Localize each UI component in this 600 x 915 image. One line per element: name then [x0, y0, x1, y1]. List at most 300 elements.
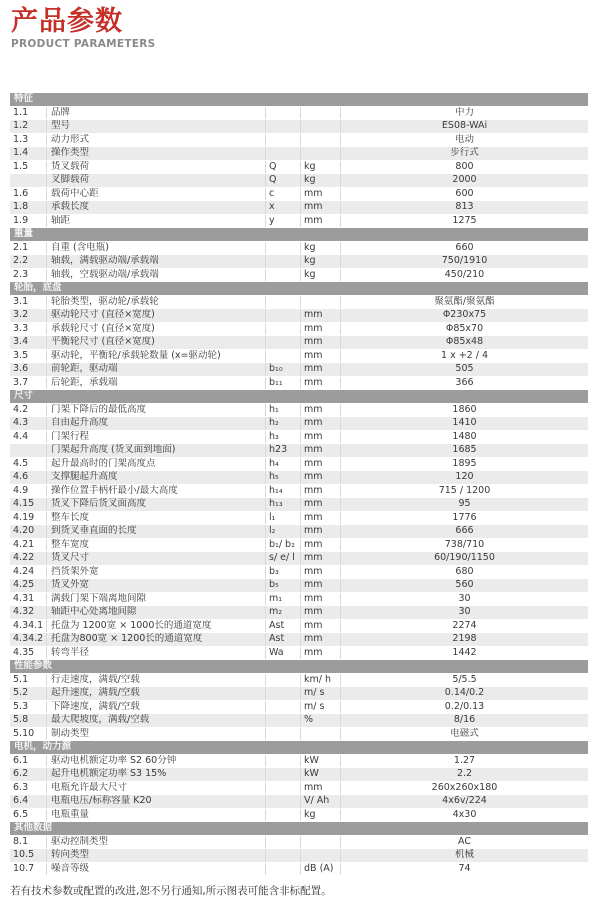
table-row: [10, 579, 588, 593]
unit: mm: [300, 336, 340, 349]
parameter-name: 自由起升高度: [46, 417, 265, 430]
row-number: 4.5: [13, 457, 29, 469]
symbol: m₁: [265, 593, 300, 606]
row-number: 2.3: [13, 268, 29, 280]
value: AC: [340, 836, 588, 849]
table-row: [10, 782, 588, 796]
table-row: [10, 309, 588, 323]
table-row: [10, 107, 588, 121]
unit: mm: [300, 579, 340, 592]
unit: mm: [300, 444, 340, 457]
row-number: 4.25: [13, 579, 35, 590]
value: 600: [340, 188, 588, 201]
row-number: 6.5: [13, 808, 29, 820]
symbol: Q: [265, 174, 300, 187]
unit: kg: [300, 809, 340, 822]
parameter-name: 整车长度: [46, 512, 265, 525]
unit: mm: [300, 525, 340, 538]
value: 聚氨酯/聚氨酯: [340, 296, 588, 309]
table-row: [10, 606, 588, 620]
section-header: 尺寸: [10, 390, 588, 404]
row-number: 5.3: [13, 700, 29, 712]
spec-table: [10, 93, 588, 876]
value: 1275: [340, 215, 588, 228]
value: 1.27: [340, 755, 588, 768]
value: 800: [340, 161, 588, 174]
table-row: [10, 417, 588, 431]
row-number: 1.6: [13, 187, 29, 199]
parameter-name: 轴距: [46, 215, 265, 228]
parameter-name: 转向类型: [46, 849, 265, 862]
value: 1442: [340, 647, 588, 660]
symbol: [265, 714, 300, 727]
row-number: [10, 174, 46, 187]
value: 715 / 1200: [340, 485, 588, 498]
row-number: 5.1: [13, 673, 29, 685]
value: 0.2/0.13: [340, 701, 588, 714]
value: 1685: [340, 444, 588, 457]
unit: V/ Ah: [300, 795, 340, 808]
row-number: 2.1: [13, 241, 29, 253]
parameter-name: 到货叉垂直面的长度: [46, 525, 265, 538]
page-title: 产品参数: [11, 6, 123, 37]
symbol: [265, 296, 300, 309]
value: 660: [340, 242, 588, 255]
parameter-name: 轴距中心处离地间隙: [46, 606, 265, 619]
parameter-name: 支撑腿起升高度: [46, 471, 265, 484]
value: 2274: [340, 620, 588, 633]
table-row: [10, 215, 588, 229]
value: 30: [340, 593, 588, 606]
section-header: 轮胎，底盘: [10, 282, 588, 296]
symbol: [265, 701, 300, 714]
table-row: [10, 458, 588, 472]
parameter-name: 品牌: [46, 107, 265, 120]
row-number: 1.3: [13, 133, 29, 145]
unit: m/ s: [300, 687, 340, 700]
value: 260x260x180: [340, 782, 588, 795]
parameter-name: 前轮距，驱动端: [46, 363, 265, 376]
parameter-name: 货叉尺寸: [46, 552, 265, 565]
symbol: l₁: [265, 512, 300, 525]
parameter-name: 门架起升高度 (货叉面到地面): [46, 444, 265, 457]
value: Φ85x48: [340, 336, 588, 349]
symbol: [265, 849, 300, 862]
parameter-name: 载荷中心距: [46, 188, 265, 201]
value: 5/5.5: [340, 674, 588, 687]
unit: mm: [300, 404, 340, 417]
symbol: [265, 120, 300, 133]
symbol: [265, 782, 300, 795]
parameter-name: 托盘为 1200宽 × 1000长的通道宽度: [46, 620, 265, 633]
symbol: h₂: [265, 417, 300, 430]
row-number: 4.15: [13, 498, 35, 509]
parameter-name: 叉脚载荷: [46, 174, 265, 187]
table-row: [10, 201, 588, 215]
parameter-name: 挡货架外宽: [46, 566, 265, 579]
symbol: c: [265, 188, 300, 201]
value: 560: [340, 579, 588, 592]
symbol: y: [265, 215, 300, 228]
row-number: 4.2: [13, 403, 29, 415]
table-row: [10, 174, 588, 188]
value: 74: [340, 863, 588, 876]
unit: [300, 836, 340, 849]
table-row: [10, 404, 588, 418]
value: 738/710: [340, 539, 588, 552]
value: Φ85x70: [340, 323, 588, 336]
table-row: [10, 849, 588, 863]
symbol: [265, 863, 300, 876]
unit: mm: [300, 350, 340, 363]
symbol: [265, 269, 300, 282]
symbol: [265, 755, 300, 768]
unit: mm: [300, 458, 340, 471]
row-number: 4.19: [13, 511, 35, 523]
unit: kg: [300, 161, 340, 174]
row-number: 3.2: [13, 309, 29, 320]
table-row: [10, 687, 588, 701]
table-row: [10, 161, 588, 175]
row-number: 1.2: [13, 120, 29, 131]
unit: mm: [300, 363, 340, 376]
parameter-name: 轴载，空载驱动端/承载端: [46, 269, 265, 282]
unit: [300, 147, 340, 160]
symbol: [265, 350, 300, 363]
symbol: [265, 687, 300, 700]
row-number: 1.9: [13, 214, 29, 226]
parameter-name: 驱动控制类型: [46, 836, 265, 849]
page-subtitle: PRODUCT PARAMETERS: [11, 38, 156, 51]
value: 1480: [340, 431, 588, 444]
symbol: s/ e/ l: [265, 552, 300, 565]
symbol: [265, 836, 300, 849]
table-row: [10, 242, 588, 256]
row-number: 6.1: [13, 754, 29, 766]
value: 8/16: [340, 714, 588, 727]
parameter-name: 操作位置手柄杆最小/最大高度: [46, 485, 265, 498]
table-row: [10, 296, 588, 310]
parameter-name: 后轮距，承载端: [46, 377, 265, 390]
row-number: 2.2: [13, 255, 29, 266]
parameter-name: 操作类型: [46, 147, 265, 160]
row-number: 1.8: [13, 201, 29, 212]
parameter-name: 货叉下降后货叉面高度: [46, 498, 265, 511]
symbol: h₄: [265, 458, 300, 471]
page-header: [11, 6, 156, 50]
table-row: [10, 336, 588, 350]
table-row: [10, 863, 588, 877]
unit: mm: [300, 215, 340, 228]
row-number: 1.5: [13, 160, 29, 172]
table-row: [10, 444, 588, 458]
table-row: [10, 620, 588, 634]
row-number: 6.3: [13, 781, 29, 793]
value: 666: [340, 525, 588, 538]
parameter-name: 动力形式: [46, 134, 265, 147]
unit: %: [300, 714, 340, 727]
unit: kg: [300, 255, 340, 268]
symbol: [265, 674, 300, 687]
symbol: Ast: [265, 633, 300, 646]
value: 1860: [340, 404, 588, 417]
unit: mm: [300, 552, 340, 565]
unit: mm: [300, 647, 340, 660]
unit: [300, 728, 340, 741]
value: 0.14/0.2: [340, 687, 588, 700]
value: 机械: [340, 849, 588, 862]
table-row: [10, 498, 588, 512]
value: 中力: [340, 107, 588, 120]
symbol: m₂: [265, 606, 300, 619]
parameter-name: 驱动轮尺寸 (直径×宽度): [46, 309, 265, 322]
parameter-name: 转弯半径: [46, 647, 265, 660]
symbol: h₅: [265, 471, 300, 484]
value: 步行式: [340, 147, 588, 160]
section-header: 其他数据: [10, 822, 588, 836]
unit: [300, 849, 340, 862]
row-number: 5.10: [13, 727, 35, 739]
symbol: [265, 336, 300, 349]
row-number: [10, 444, 46, 457]
symbol: [265, 107, 300, 120]
unit: km/ h: [300, 674, 340, 687]
parameter-name: 货叉外宽: [46, 579, 265, 592]
row-number: 4.22: [13, 552, 35, 563]
row-number: 10.7: [13, 862, 35, 874]
value: 366: [340, 377, 588, 390]
parameter-name: 下降速度，满载/空载: [46, 701, 265, 714]
section-header: 电机，动力源: [10, 741, 588, 755]
row-number: 10.5: [13, 849, 35, 860]
symbol: b₃: [265, 566, 300, 579]
value: 1895: [340, 458, 588, 471]
symbol: b₁₀: [265, 363, 300, 376]
parameter-name: 承载轮尺寸 (直径×宽度): [46, 323, 265, 336]
row-number: 6.4: [13, 795, 29, 806]
parameter-name: 满载门架下端离地间隙: [46, 593, 265, 606]
symbol: [265, 728, 300, 741]
section-header: 特征: [10, 93, 588, 107]
symbol: [265, 134, 300, 147]
table-row: [10, 674, 588, 688]
symbol: Wa: [265, 647, 300, 660]
parameter-name: 行走速度，满载/空载: [46, 674, 265, 687]
symbol: h₁: [265, 404, 300, 417]
value: 1410: [340, 417, 588, 430]
value: 4x6v/224: [340, 795, 588, 808]
table-row: [10, 377, 588, 391]
row-number: 3.6: [13, 363, 29, 374]
unit: [300, 296, 340, 309]
unit: mm: [300, 498, 340, 511]
symbol: h₁₃: [265, 498, 300, 511]
unit: mm: [300, 377, 340, 390]
row-number: 5.2: [13, 687, 29, 698]
unit: [300, 120, 340, 133]
row-number: 4.3: [13, 417, 29, 428]
value: 2000: [340, 174, 588, 187]
value: 电动: [340, 134, 588, 147]
value: 95: [340, 498, 588, 511]
table-row: [10, 471, 588, 485]
parameter-name: 门架下降后的最低高度: [46, 404, 265, 417]
unit: mm: [300, 431, 340, 444]
unit: mm: [300, 620, 340, 633]
symbol: x: [265, 201, 300, 214]
unit: mm: [300, 633, 340, 646]
table-row: [10, 323, 588, 337]
value: 120: [340, 471, 588, 484]
symbol: [265, 147, 300, 160]
table-row: [10, 485, 588, 499]
table-row: [10, 539, 588, 553]
parameter-name: 噪音等级: [46, 863, 265, 876]
table-row: [10, 701, 588, 715]
value: 1776: [340, 512, 588, 525]
parameter-name: 型号: [46, 120, 265, 133]
parameter-name: 轴载，满载驱动端/承载端: [46, 255, 265, 268]
unit: mm: [300, 485, 340, 498]
table-row: [10, 768, 588, 782]
parameter-name: 驱动电机额定功率 S2 60分钟: [46, 755, 265, 768]
parameter-name: 托盘为800宽 × 1200长的通道宽度: [46, 633, 265, 646]
row-number: 6.2: [13, 768, 29, 779]
value: 2.2: [340, 768, 588, 781]
unit: mm: [300, 417, 340, 430]
unit: mm: [300, 593, 340, 606]
symbol: [265, 255, 300, 268]
section-header: 性能参数: [10, 660, 588, 674]
table-row: [10, 633, 588, 647]
row-number: 4.24: [13, 565, 35, 577]
value: 4x30: [340, 809, 588, 822]
symbol: h₁₄: [265, 485, 300, 498]
value: 2198: [340, 633, 588, 646]
symbol: [265, 242, 300, 255]
table-row: [10, 147, 588, 161]
unit: mm: [300, 201, 340, 214]
table-row: [10, 566, 588, 580]
symbol: b₅: [265, 579, 300, 592]
parameter-name: 起升速度，满载/空载: [46, 687, 265, 700]
row-number: 3.4: [13, 336, 29, 347]
unit: m/ s: [300, 701, 340, 714]
table-row: [10, 525, 588, 539]
row-number: 1.4: [13, 147, 29, 158]
unit: kW: [300, 768, 340, 781]
unit: mm: [300, 471, 340, 484]
unit: mm: [300, 512, 340, 525]
unit: dB (A): [300, 863, 340, 876]
row-number: 3.3: [13, 322, 29, 334]
symbol: b₁₁: [265, 377, 300, 390]
symbol: [265, 309, 300, 322]
unit: kg: [300, 269, 340, 282]
table-row: [10, 809, 588, 823]
symbol: b₁/ b₂: [265, 539, 300, 552]
parameter-name: 自重 (含电瓶): [46, 242, 265, 255]
parameter-name: 轮胎类型，驱动轮/承载轮: [46, 296, 265, 309]
symbol: Q: [265, 161, 300, 174]
value: 813: [340, 201, 588, 214]
parameter-name: 门架行程: [46, 431, 265, 444]
table-row: [10, 836, 588, 850]
row-number: 3.1: [13, 295, 29, 307]
value: 750/1910: [340, 255, 588, 268]
symbol: h23: [265, 444, 300, 457]
table-row: [10, 728, 588, 742]
row-number: 4.34.1: [13, 619, 44, 631]
parameter-name: 电瓶允许最大尺寸: [46, 782, 265, 795]
parameter-name: 最大爬坡度，满载/空载: [46, 714, 265, 727]
unit: kg: [300, 174, 340, 187]
symbol: [265, 768, 300, 781]
row-number: 4.20: [13, 525, 35, 536]
table-row: [10, 714, 588, 728]
table-row: [10, 134, 588, 148]
value: 505: [340, 363, 588, 376]
symbol: [265, 323, 300, 336]
value: Φ230x75: [340, 309, 588, 322]
unit: mm: [300, 606, 340, 619]
parameter-name: 起升最高时的门架高度点: [46, 458, 265, 471]
footer-note: 若有技术参数或配置的改进,恕不另行通知,所示图表可能含非标配置。: [10, 885, 332, 897]
value: 1 x +2 / 4: [340, 350, 588, 363]
unit: mm: [300, 566, 340, 579]
parameter-name: 起升电机额定功率 S3 15%: [46, 768, 265, 781]
value: 450/210: [340, 269, 588, 282]
parameter-name: 平衡轮尺寸 (直径×宽度): [46, 336, 265, 349]
parameter-name: 货叉载荷: [46, 161, 265, 174]
row-number: 5.8: [13, 714, 29, 725]
parameter-name: 电瓶重量: [46, 809, 265, 822]
row-number: 4.6: [13, 471, 29, 482]
row-number: 4.21: [13, 538, 35, 550]
table-row: [10, 755, 588, 769]
unit: mm: [300, 323, 340, 336]
table-row: [10, 647, 588, 661]
table-row: [10, 431, 588, 445]
row-number: 1.1: [13, 106, 29, 118]
value: 680: [340, 566, 588, 579]
value: 电磁式: [340, 728, 588, 741]
row-number: 4.4: [13, 430, 29, 442]
symbol: h₃: [265, 431, 300, 444]
section-header: 重量: [10, 228, 588, 242]
row-number: 4.31: [13, 592, 35, 604]
symbol: [265, 809, 300, 822]
parameter-name: 制动类型: [46, 728, 265, 741]
value: 30: [340, 606, 588, 619]
table-row: [10, 795, 588, 809]
unit: kg: [300, 242, 340, 255]
unit: mm: [300, 188, 340, 201]
parameter-name: 承载长度: [46, 201, 265, 214]
row-number: 3.5: [13, 349, 29, 361]
table-row: [10, 363, 588, 377]
table-row: [10, 512, 588, 526]
row-number: 8.1: [13, 835, 29, 847]
table-row: [10, 255, 588, 269]
row-number: 3.7: [13, 376, 29, 388]
table-row: [10, 593, 588, 607]
unit: [300, 134, 340, 147]
parameter-name: 驱动轮，平衡轮/承载轮数量 (x=驱动轮): [46, 350, 265, 363]
table-row: [10, 120, 588, 134]
parameter-name: 整车宽度: [46, 539, 265, 552]
unit: mm: [300, 309, 340, 322]
